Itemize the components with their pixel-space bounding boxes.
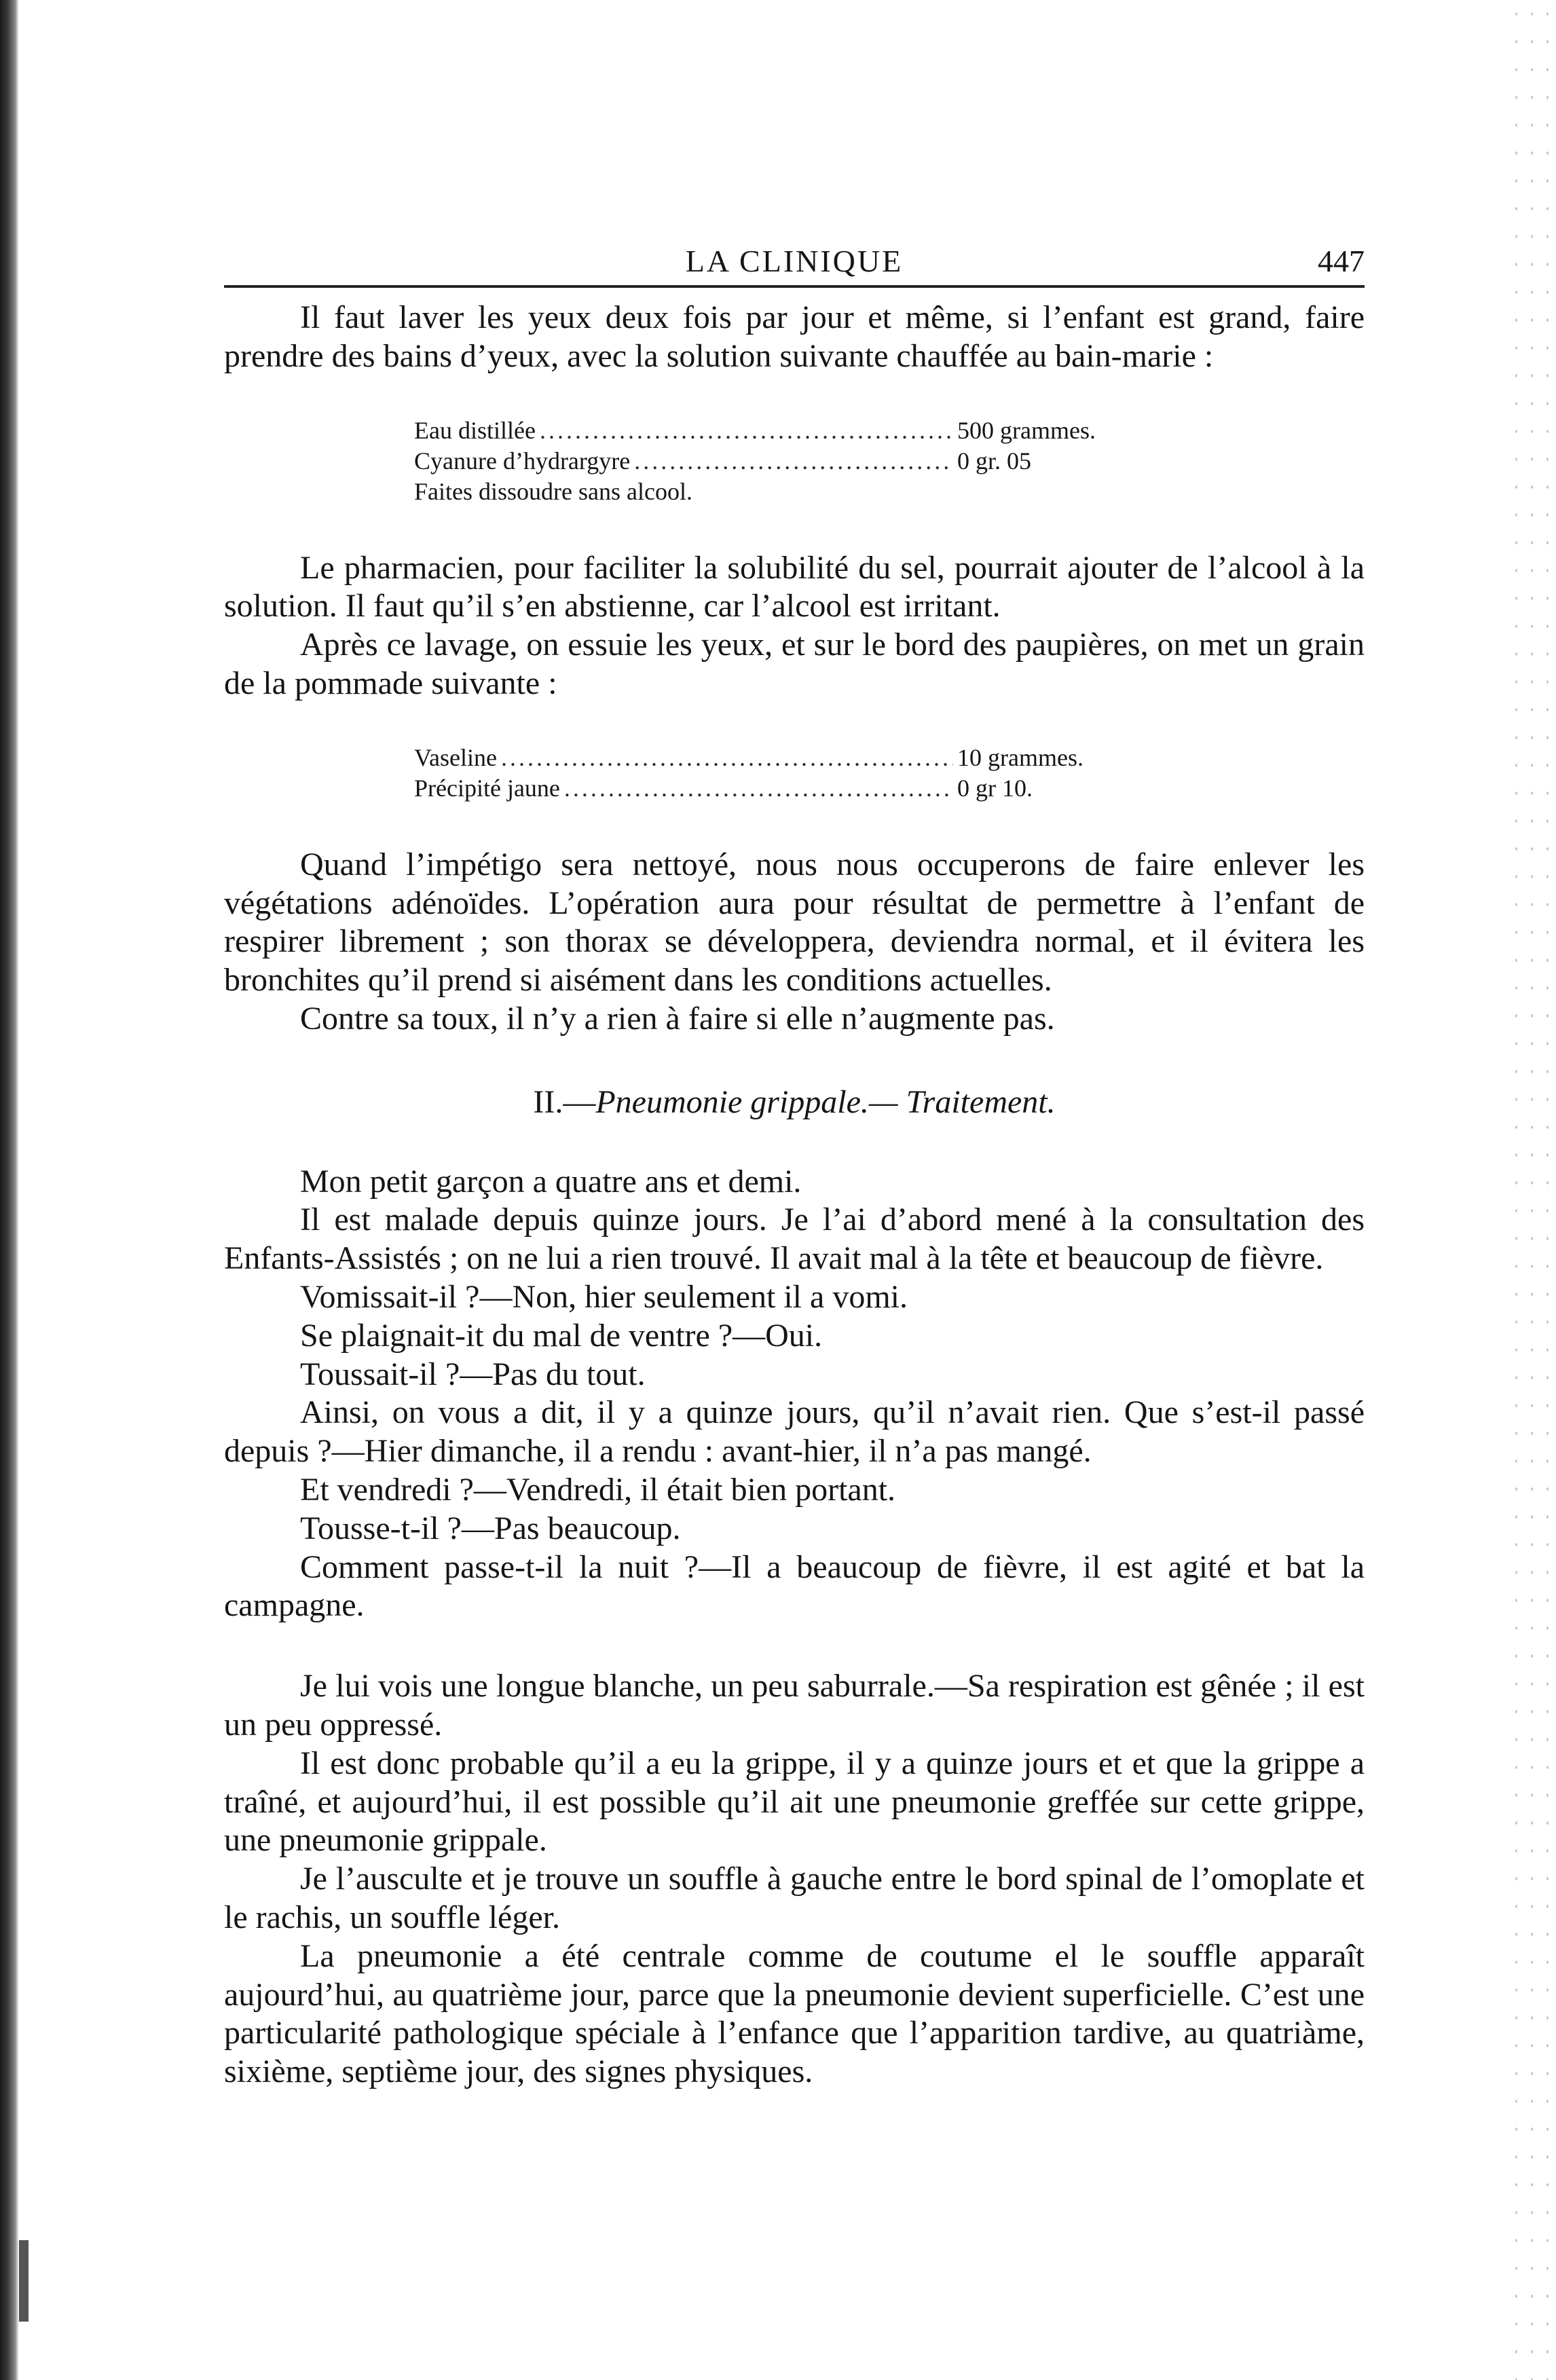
dialogue-line: Toussait-il ?—Pas du tout. bbox=[300, 1356, 646, 1392]
paragraph: Je lui vois une longue blanche, un peu saburrale.—Sa respiration est gênée ; il est un peu oppressé. bbox=[224, 1668, 1365, 1743]
paragraph: Contre sa toux, il n’y a rien à faire si elle n’augmente pas. bbox=[300, 1000, 1055, 1037]
page-binding-edge bbox=[0, 0, 19, 2380]
page-number: 447 bbox=[1318, 244, 1365, 278]
section-title: Pneumonie grippale.— Traitement. bbox=[595, 1083, 1056, 1120]
recipe-row bbox=[414, 446, 1188, 477]
recipe-row bbox=[414, 743, 1188, 773]
recipe-note: Faites dissoudre sans alcool. bbox=[414, 477, 692, 505]
scan-noise bbox=[1508, 0, 1556, 2380]
ingredient-name: Vaseline bbox=[414, 743, 497, 771]
paragraph: La pneumonie a été centrale comme de coutume el le souffle apparaît aujourd’hui, au quatrième jour, parce que la pneumonie devient superficielle. C’est une particularité pathologique spéciale à l’enfance que l’apparition tardive, au quatriàme, sixième, septième jour, des signes physiques. bbox=[224, 1937, 1365, 2090]
section-heading bbox=[224, 1083, 1365, 1122]
ingredient-quantity: 0 gr 10. bbox=[957, 774, 1033, 802]
page-header bbox=[224, 243, 1365, 284]
paragraph: Je l’ausculte et je trouve un souffle à gauche entre le bord spinal de l’omoplate et le rachis, un souffle léger. bbox=[224, 1861, 1365, 1935]
ingredient-name: Cyanure d’hydrargyre bbox=[414, 447, 631, 475]
dialogue-line: Tousse-t-il ?—Pas beaucoup. bbox=[300, 1510, 681, 1546]
paragraph: Quand l’impétigo sera nettoyé, nous nous occuperons de faire enlever les végétations adénoïdes. L’opération aura pour résultat de permettre à l’enfant de respirer librement ; son thorax se développera, deviendra normal, et il évitera les bronchites qu’il prend si aisément dans les conditions actuelles. bbox=[224, 846, 1365, 999]
recipe-row bbox=[414, 415, 1188, 446]
leader-dots bbox=[634, 446, 953, 477]
leader-dots bbox=[564, 773, 953, 804]
leader-dots bbox=[540, 415, 953, 446]
dialogue-line: Vomissait-il ?—Non, hier seulement il a vomi. bbox=[300, 1278, 908, 1315]
recipe-ointment bbox=[414, 743, 1188, 804]
dialogue-line: Mon petit garçon a quatre ans et demi. bbox=[300, 1163, 802, 1200]
leader-dots bbox=[501, 743, 953, 773]
dialogue-line: Comment passe-t-il la nuit ?—Il a beaucoup de fièvre, il est agité et bat la campagne. bbox=[224, 1548, 1365, 1624]
paragraph: Après ce lavage, on essuie les yeux, et sur le bord des paupières, on met un grain de la pommade suivante : bbox=[224, 627, 1365, 701]
ingredient-name: Eau distillée bbox=[414, 416, 536, 444]
running-head: LA CLINIQUE bbox=[685, 244, 904, 278]
paragraph: Il est donc probable qu’il a eu la grippe, il y a quinze jours et et que la grippe a traîné, et aujourd’hui, il est possible qu’il ait une pneumonie greffée sur cette grippe, une pneumonie grippale. bbox=[224, 1745, 1365, 1859]
ingredient-quantity: 10 grammes. bbox=[957, 743, 1083, 771]
body-text bbox=[224, 299, 1365, 2091]
ingredient-name: Précipité jaune bbox=[414, 774, 560, 802]
ingredient-quantity: 0 gr. 05 bbox=[957, 447, 1032, 475]
section-number: II.— bbox=[533, 1083, 596, 1120]
dialogue-line: Et vendredi ?—Vendredi, il était bien portant. bbox=[300, 1471, 896, 1508]
binding-speck bbox=[19, 2240, 29, 2322]
paragraph: Le pharmacien, pour faciliter la solubilité du sel, pourrait ajouter de l’alcool à la solution. Il faut qu’il s’en abstienne, car l’alcool est irritant. bbox=[224, 549, 1365, 625]
recipe-eye-wash bbox=[414, 415, 1188, 507]
paragraph: Il faut laver les yeux deux fois par jour et même, si l’enfant est grand, faire prendre des bains d’yeux, avec la solution suivante chauffée au bain-marie : bbox=[224, 299, 1365, 374]
header-rule bbox=[224, 285, 1365, 288]
dialogue-line: Se plaignait-it du mal de ventre ?—Oui. bbox=[300, 1317, 823, 1354]
dialogue-line: Ainsi, on vous a dit, il y a quinze jours, qu’il n’avait rien. Que s’est-il passé depuis ?—Hier dimanche, il a rendu : avant-hier, il n’a pas mangé. bbox=[224, 1394, 1365, 1470]
recipe-row bbox=[414, 773, 1188, 804]
ingredient-quantity: 500 grammes. bbox=[957, 416, 1096, 444]
dialogue-line: Il est malade depuis quinze jours. Je l’ai d’abord mené à la consultation des Enfants-Assistés ; on ne lui a rien trouvé. Il avait mal à la tête et beaucoup de fièvre. bbox=[224, 1202, 1365, 1277]
